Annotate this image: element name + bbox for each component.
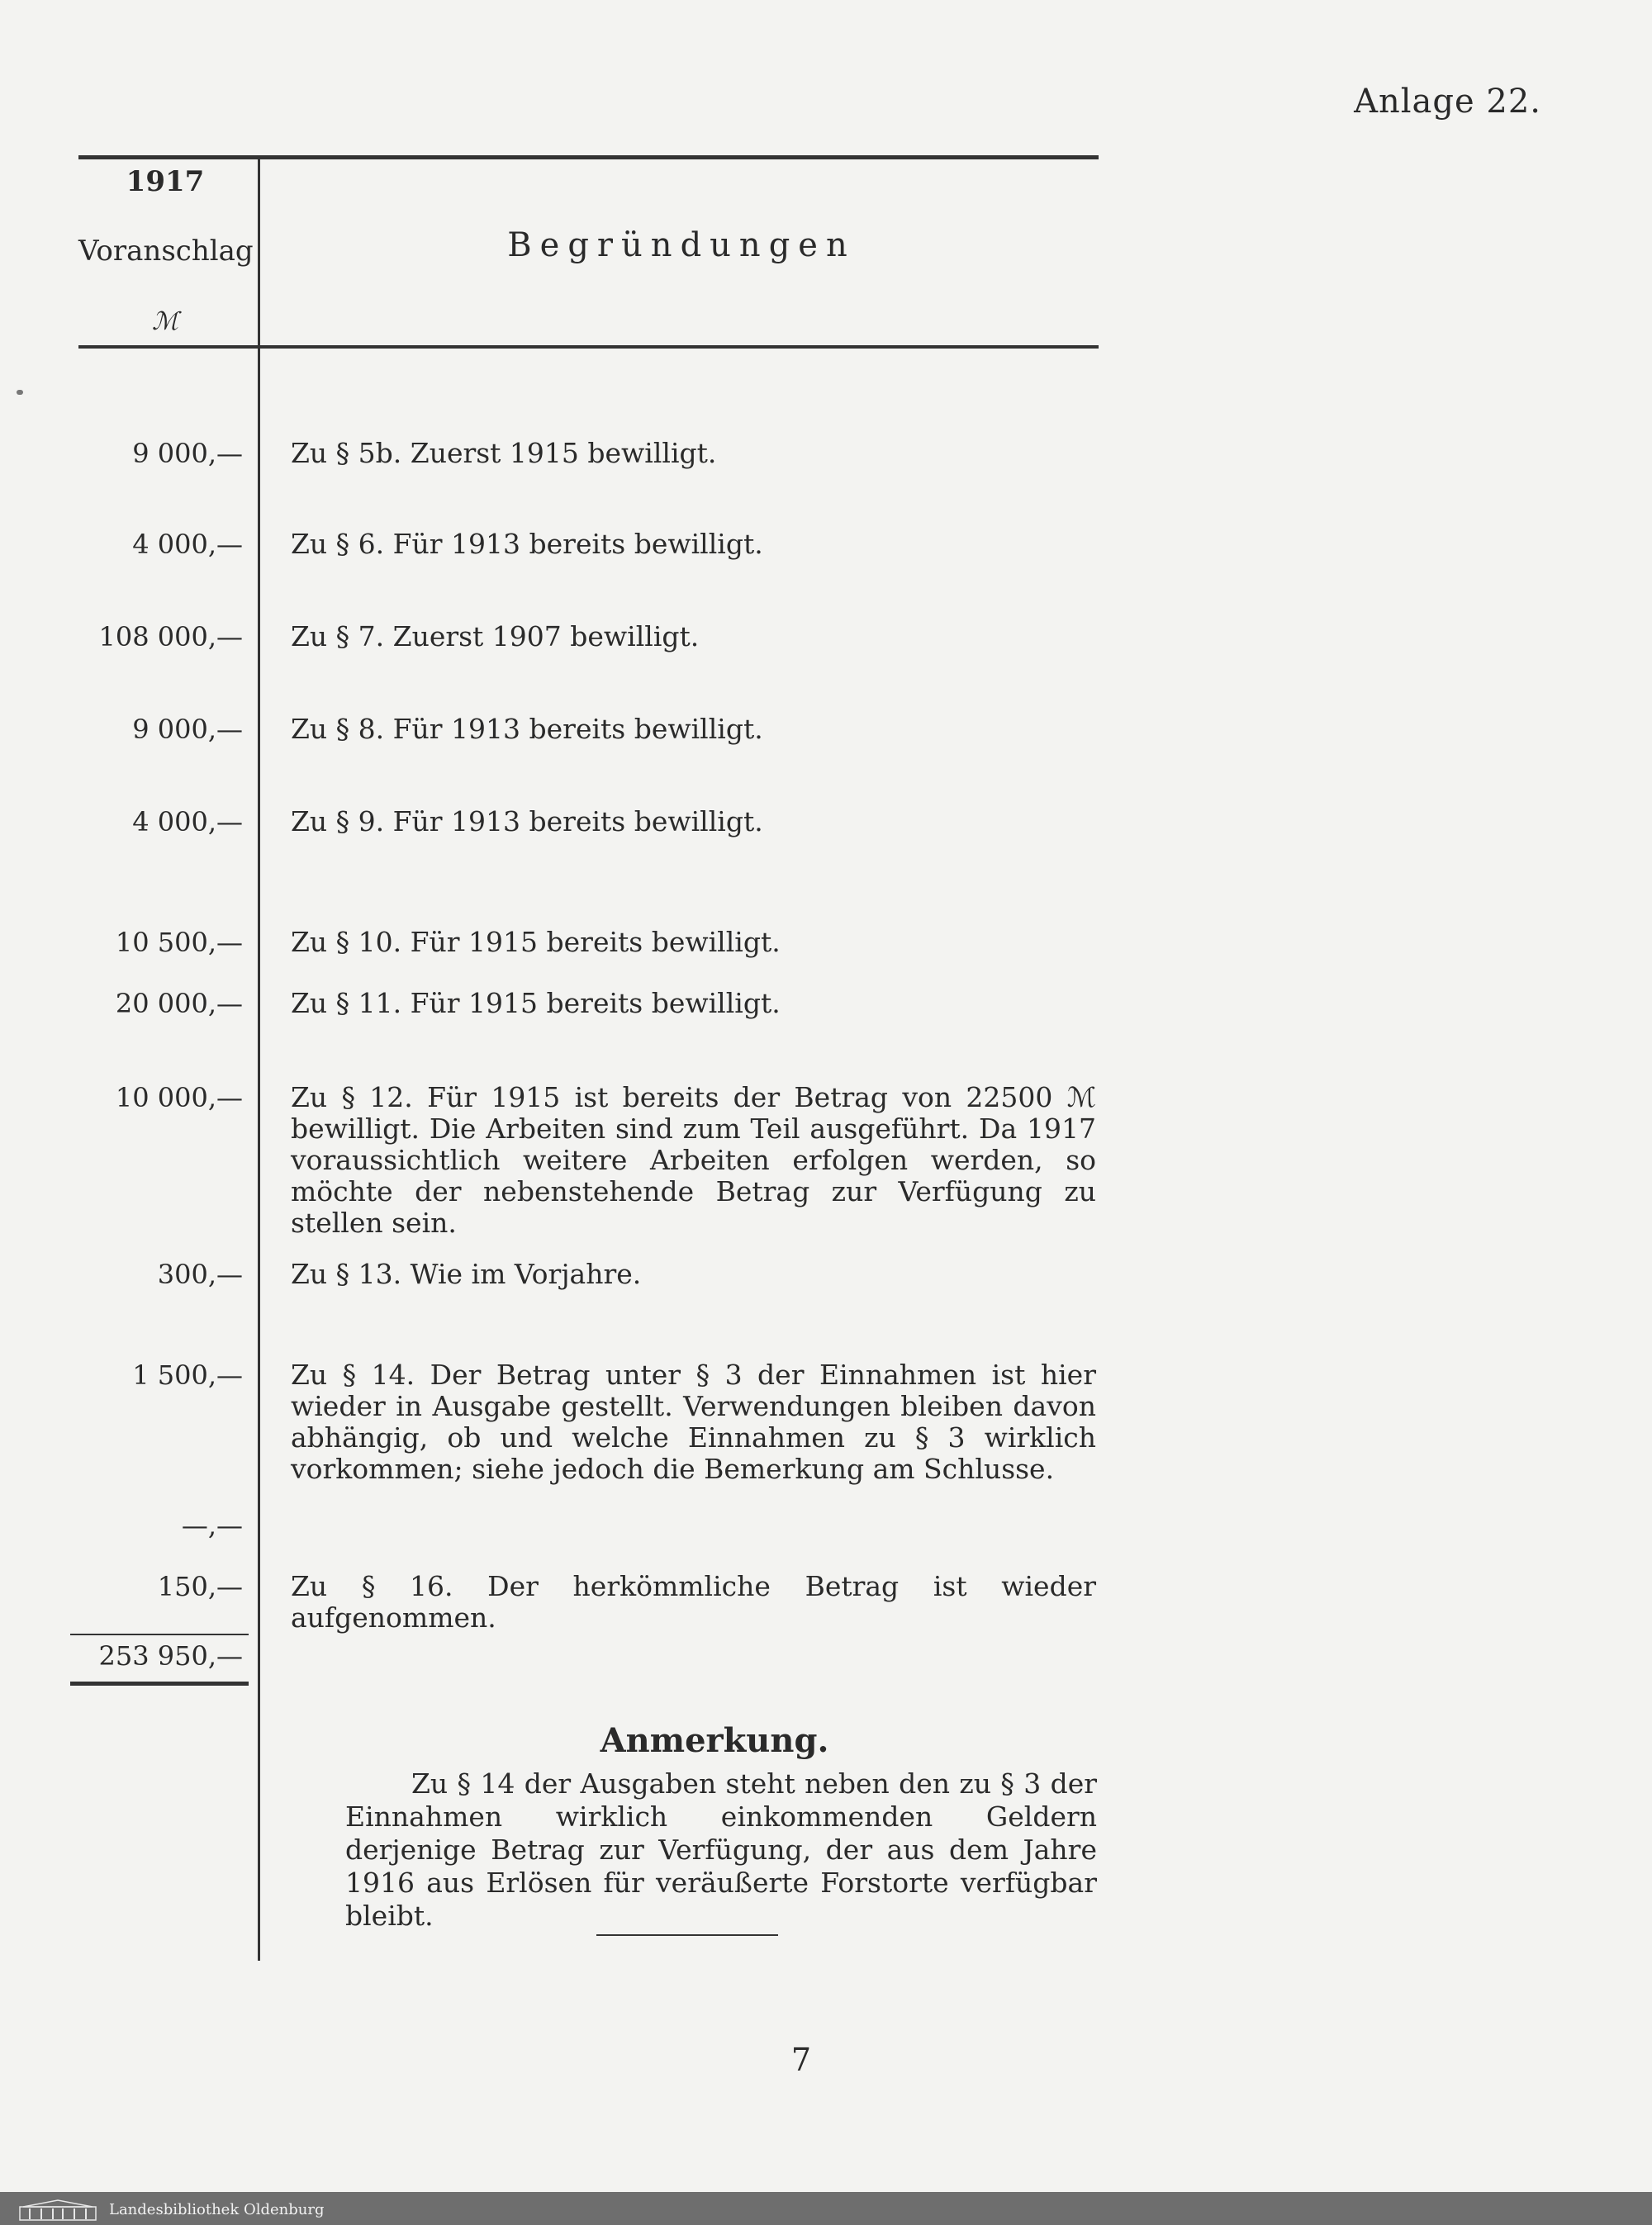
row-amount: 150,—: [157, 1571, 243, 1602]
row-justification: Zu § 10. Für 1915 bereits bewilligt.: [291, 926, 781, 958]
header-column-divider: [258, 157, 260, 349]
header-top-rule: [78, 155, 1099, 159]
row-amount: 1 500,—: [132, 1359, 243, 1391]
row-amount: 10 500,—: [115, 927, 243, 958]
row-justification: Zu § 11. Für 1915 bereits bewilligt.: [291, 987, 781, 1019]
header-unit: ℳ: [151, 307, 179, 336]
row-amount: 9 000,—: [132, 714, 243, 745]
row-justification: Zu § 12. Für 1915 ist bereits der Betrag von 22500 ℳ bewilligt. Die Arbeiten sind zum Teil ausgeführt. Da 1917 voraussichtlich weitere Arbeiten erfolgen werden, so möchte der nebenstehende Betrag zur Verfügung zu stellen sein.: [291, 1081, 1096, 1239]
row-amount: 20 000,—: [115, 988, 243, 1019]
total-bottom-rule: [70, 1682, 249, 1686]
header-estimate-label: Voranschlag: [78, 235, 254, 268]
note-title: Anmerkung.: [600, 1721, 829, 1760]
row-justification: Zu § 14. Der Betrag unter § 3 der Einnahmen ist hier wieder in Ausgabe gestellt. Verwendungen bleiben davon abhängig, ob und welche Einnahmen zu § 3 wirklich vorkommen; siehe jedoch die Bemerkung am Schlusse.: [291, 1359, 1096, 1485]
row-justification: Zu § 5b. Zuerst 1915 bewilligt.: [291, 437, 717, 469]
margin-mark: [17, 390, 23, 395]
row-justification: Zu § 9. Für 1913 bereits bewilligt.: [291, 805, 763, 837]
library-building-icon: [17, 2199, 99, 2222]
header-justifications: Begründungen: [507, 226, 856, 264]
library-name: Landesbibliothek Oldenburg: [109, 2201, 325, 2218]
row-justification: Zu § 16. Der herkömmliche Betrag ist wieder aufgenommen.: [291, 1570, 1096, 1634]
total-amount: 253 950,—: [98, 1640, 243, 1672]
row-amount: 10 000,—: [115, 1082, 243, 1113]
total-top-rule: [70, 1634, 249, 1635]
row-amount: 4 000,—: [132, 806, 243, 837]
note-body: Zu § 14 der Ausgaben steht neben den zu § 3 der Einnahmen wirklich einkommenden Geldern derjenige Betrag zur Verfügung, der aus dem Jahre 1916 aus Erlösen für veräußerte Forstorte verfügbar bleibt.: [345, 1767, 1097, 1932]
body-column-divider: [258, 349, 260, 1961]
annex-label: Anlage 22.: [1354, 83, 1541, 121]
note-end-rule: [596, 1934, 778, 1936]
row-amount: 4 000,—: [132, 529, 243, 560]
library-footer: [0, 2192, 1652, 2225]
row-amount: 300,—: [157, 1259, 243, 1290]
header-year: 1917: [126, 165, 205, 198]
row-justification: Zu § 6. Für 1913 bereits bewilligt.: [291, 528, 763, 560]
row-justification: Zu § 7. Zuerst 1907 bewilligt.: [291, 620, 700, 652]
row-amount: —,—: [181, 1510, 243, 1541]
page-number: 7: [790, 2042, 812, 2078]
row-justification: Zu § 13. Wie im Vorjahre.: [291, 1258, 642, 1290]
header-bottom-rule: [78, 345, 1099, 349]
row-amount: 108 000,—: [98, 621, 243, 652]
row-justification: Zu § 8. Für 1913 bereits bewilligt.: [291, 713, 763, 745]
row-amount: 9 000,—: [132, 438, 243, 469]
